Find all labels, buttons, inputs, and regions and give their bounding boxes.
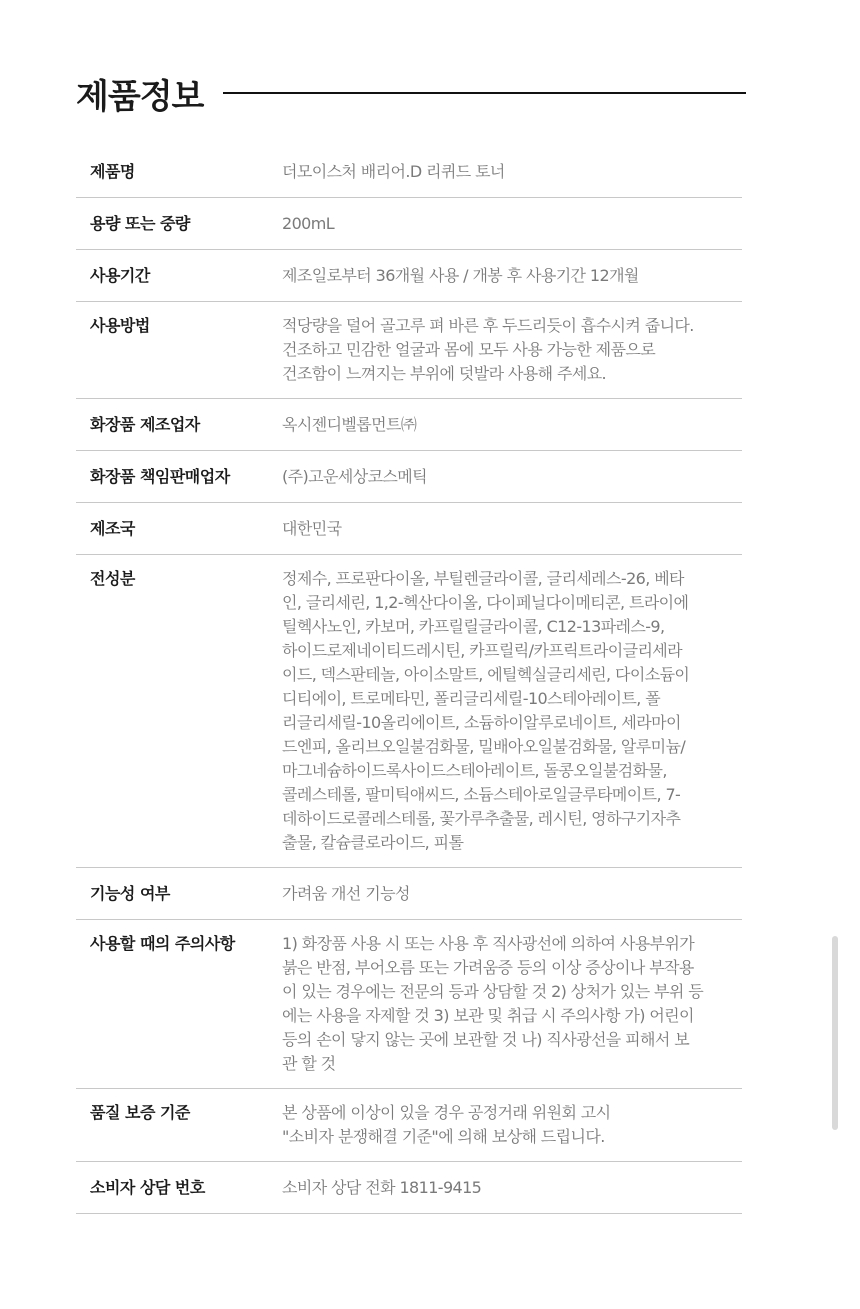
row-value-line: 등의 손이 닿지 않는 곳에 보관할 것 나) 직사광선을 피해서 보 [282,1030,690,1049]
title-divider [223,92,746,94]
row-value-line: 정제수, 프로판다이올, 부틸렌글라이콜, 글리세레스-26, 베타 [282,569,684,588]
row-label: 사용할 때의 주의사항 [90,934,235,953]
info-row [76,250,742,302]
info-row [76,302,742,399]
row-label: 기능성 여부 [90,883,170,903]
row-value-line: 이드, 덱스판테놀, 아이소말트, 에틸헥실글리세린, 다이소듐이 [282,665,690,684]
row-value [282,1176,742,1200]
info-row [76,1089,742,1162]
row-value-line: 본 상품에 이상이 있을 경우 공정거래 위원회 고시 [282,1103,611,1122]
row-value [282,517,742,541]
row-label: 사용방법 [90,316,150,335]
row-value-line: 가려움 개선 기능성 [282,883,410,903]
row-label: 품질 보증 기준 [90,1103,190,1122]
info-row [76,555,742,868]
section-header [76,70,746,116]
info-row [76,451,742,503]
row-value-line: 1) 화장품 사용 시 또는 사용 후 직사광선에 의하여 사용부위가 [282,934,695,953]
row-value [282,264,742,288]
row-value [282,212,742,236]
row-value-line: 관 할 것 [282,1054,336,1073]
row-label: 전성분 [90,569,135,588]
row-value-line: 틸헥사노인, 카보머, 카프릴릴글라이콜, C12-13파레스-9, [282,617,665,636]
row-value-line: 소비자 상담 전화 1811-9415 [282,1177,482,1197]
row-label: 사용기간 [90,265,150,285]
row-label: 용량 또는 중량 [90,213,190,233]
row-value-line: 리글리세릴-10올리에이트, 소듐하이알루로네이트, 세라마이 [282,713,681,732]
info-row [76,1162,742,1214]
row-value-line: 건조함이 느껴지는 부위에 덧발라 사용해 주세요. [282,364,607,383]
row-value-line: 에는 사용을 자제할 것 3) 보관 및 취급 시 주의사항 가) 어린이 [282,1006,694,1025]
row-label: 제조국 [90,518,135,538]
row-label: 소비자 상담 번호 [90,1177,205,1197]
info-row [76,198,742,250]
row-value-line: 옥시젠디벨롭먼트㈜ [282,414,417,434]
row-value-line: 하이드로제네이티드레시틴, 카프릴릭/카프릭트라이글리세라 [282,641,683,660]
row-value [282,413,742,437]
row-value-line: 인, 글리세린, 1,2-헥산다이올, 다이페닐다이메티콘, 트라이에 [282,593,689,612]
row-value-line: 대한민국 [282,518,342,538]
info-row [76,920,742,1089]
row-value-line: 데하이드로콜레스테롤, 꽃가루추출물, 레시틴, 영하구기자추 [282,809,681,828]
row-value [282,567,742,855]
row-value [282,1101,742,1149]
row-label: 제품명 [90,161,135,181]
row-value-line: 출물, 칼슘클로라이드, 피톨 [282,833,464,852]
row-value-line: "소비자 분쟁해결 기준"에 의해 보상해 드립니다. [282,1127,605,1146]
row-value [282,882,742,906]
page-title: 제품정보 [76,76,204,117]
row-value [282,932,742,1076]
row-value-line: 콜레스테롤, 팔미틱애씨드, 소듐스테아로일글루타메이트, 7- [282,785,681,804]
info-row [76,399,742,451]
info-row [76,146,742,198]
row-value-line: 붉은 반점, 부어오름 또는 가려움증 등의 이상 증상이나 부작용 [282,958,694,977]
row-value-line: 이 있는 경우에는 전문의 등과 상담할 것 2) 상처가 있는 부위 등 [282,982,704,1001]
info-row [76,868,742,920]
row-value-line: 200mL [282,213,335,233]
row-value-line: 마그네슘하이드록사이드스테아레이트, 돌콩오일불검화물, [282,761,667,780]
row-label: 화장품 제조업자 [90,414,200,434]
row-value-line: 적당량을 덜어 골고루 펴 바른 후 두드리듯이 흡수시켜 줍니다. [282,316,694,335]
row-value-line: 드엔피, 올리브오일불검화물, 밀배아오일불검화물, 알루미늄/ [282,737,686,756]
row-value-line: (주)고운세상코스메틱 [282,466,427,486]
row-value [282,160,742,184]
row-value-line: 디티에이, 트로메타민, 폴리글리세릴-10스테아레이트, 폴 [282,689,661,708]
scrollbar[interactable] [832,936,838,1130]
info-row [76,503,742,555]
row-label: 화장품 책임판매업자 [90,466,230,486]
row-value [282,465,742,489]
row-value [282,314,742,386]
row-value-line: 제조일로부터 36개월 사용 / 개봉 후 사용기간 12개월 [282,265,639,285]
row-value-line: 더모이스처 배리어.D 리퀴드 토너 [282,161,505,181]
row-value-line: 건조하고 민감한 얼굴과 몸에 모두 사용 가능한 제품으로 [282,340,656,359]
product-info-table [76,146,742,1214]
